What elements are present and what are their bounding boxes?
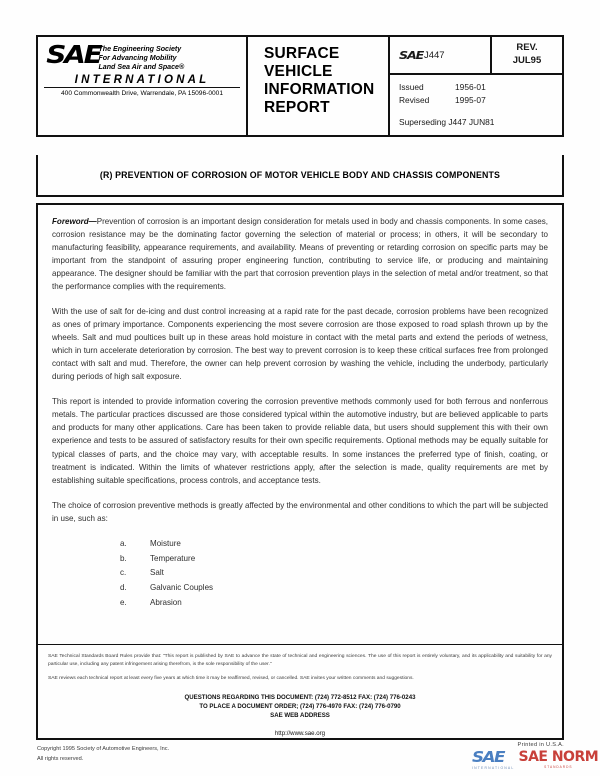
list-item-text: Galvanic Couples bbox=[150, 583, 214, 593]
list-item-label: c. bbox=[120, 568, 127, 578]
copyright-line-1: Copyright 1995 Society of Automotive Engineers, Inc. bbox=[37, 746, 170, 752]
sae-international-label: INTERNATIONAL bbox=[74, 73, 210, 86]
revised-row bbox=[399, 94, 562, 107]
review-notice: SAE reviews each technical report at least every five years at which time it may be reaffirmed, revised, or cancelled. SAE invites your written comments and suggestions. bbox=[48, 676, 414, 682]
contact-web-line bbox=[48, 711, 552, 738]
sae-tagline-line-3: Land Sea Air and Space® bbox=[98, 63, 185, 72]
list-item bbox=[52, 552, 548, 567]
document-footer bbox=[36, 644, 564, 740]
document-type-line-2: VEHICLE bbox=[264, 62, 333, 80]
list-item bbox=[52, 596, 548, 611]
sae-tagline-line-2: For Advancing Mobility bbox=[98, 54, 177, 63]
document-number-block bbox=[390, 37, 492, 73]
revised-value: 1995-07 bbox=[455, 94, 486, 105]
printed-in-notice: Printed in U.S.A. bbox=[517, 742, 564, 748]
web-address-url[interactable]: http://www.sae.org bbox=[274, 730, 326, 738]
list-item-label: b. bbox=[120, 553, 127, 563]
list-item-text: Moisture bbox=[150, 538, 181, 548]
document-meta-cell bbox=[390, 37, 562, 135]
issued-value: 1956-01 bbox=[455, 82, 486, 92]
body-paragraph-2: With the use of salt for de-icing and dust control increasing at a rapid rate for the past decade, corrosion problems have been recognized as ones of primary importance. Components experiencing the most severe corrosion are those exposed to road splash thrown up by the wheels. Salt and mud poultices built up in these areas hold moisture in contact with the metal parts and extend the periods of wetness, which in turn accelerate deterioration by corrosion. The best way to prevent corrosion is to keep these critical surfaces free from prolonged contact with salt and mud. Therefore, the owner can help prevent corrosion by washing the vehicle, including the underbody, particularly during periods of high salt exposure. bbox=[52, 307, 548, 382]
sae-tagline-line-1: The Engineering Society bbox=[98, 45, 182, 53]
contact-questions-line: QUESTIONS REGARDING THIS DOCUMENT: (724) 772-8512 FAX: (724) 776-0243 bbox=[184, 693, 416, 701]
contact-order-line: TO PLACE A DOCUMENT ORDER; (724) 776-4970 FAX: (724) 776-0790 bbox=[199, 702, 401, 710]
revision-value: JUL95 bbox=[512, 54, 542, 66]
document-type-cell bbox=[248, 37, 390, 135]
document-type bbox=[264, 45, 388, 117]
sae-mini-wordmark-icon: SAE bbox=[399, 48, 424, 62]
superseding-note: Superseding J447 JUN81 bbox=[399, 117, 495, 128]
document-type-line-1: SURFACE bbox=[264, 45, 340, 62]
sae-blue-logo-icon bbox=[472, 750, 514, 770]
document-number-row bbox=[390, 37, 562, 75]
page-title: (R) PREVENTION OF CORROSION OF MOTOR VEHICLE BODY AND CHASSIS COMPONENTS bbox=[99, 170, 501, 180]
sae-blue-subtitle: INTERNATIONAL bbox=[472, 766, 515, 770]
list-item-text: Abrasion bbox=[150, 598, 182, 608]
body-paragraph-3: This report is intended to provide information covering the corrosion preventive methods commonly used for both ferrous and nonferrous metals. The particular practices discussed are those considered typical within the automotive industry, but are believed applicable to parts and products for many other applications. Care has been taken to provide reliable data, but users should supplement this with their own experience and tests to be assured of satisfactory results for their own specific requirements. Optional methods may be equally suitable for typical classes of parts, and the choice may vary, with acceptable results. In some instances the preferred type of finish, coating, or treatment is indicated. Within the limits of whatever restrictions apply, after the selection is made, quality requirements are met by establishing suitable specifications, process controls, and acceptance tests. bbox=[52, 397, 548, 485]
list-item bbox=[52, 566, 548, 581]
sae-logo-cell bbox=[38, 37, 248, 135]
document-header-table bbox=[36, 35, 564, 137]
list-item-label: e. bbox=[120, 598, 127, 608]
sae-logo bbox=[44, 40, 240, 73]
sae-norm-wordmark: SAE NORM bbox=[518, 749, 599, 765]
issued-label: Issued bbox=[399, 82, 424, 92]
document-type-line-4: REPORT bbox=[264, 98, 330, 116]
issued-row bbox=[399, 81, 562, 94]
sae-tagline bbox=[98, 43, 184, 73]
revision-label: REV. bbox=[516, 42, 538, 53]
revised-label: Revised bbox=[399, 94, 430, 105]
sae-norm-subtitle: STANDARDS bbox=[544, 765, 573, 769]
sae-blue-wordmark: SAE bbox=[472, 748, 504, 766]
foreword-label: Foreword— bbox=[52, 217, 97, 226]
document-body bbox=[36, 203, 564, 644]
contact-block bbox=[48, 693, 552, 739]
body-paragraph-4: The choice of corrosion preventive methods is greatly affected by the environmental and other conditions to which the part will be subjected in use, such as: bbox=[52, 500, 548, 523]
sae-norm-watermark bbox=[472, 750, 598, 770]
document-title-bar bbox=[36, 155, 564, 197]
foreword-text: Prevention of corrosion is an important design consideration for metals used in body and chassis components. In some cases, corrosion resistance may be the dominating factor governing the selection of material or process; in others, it will be secondary to manufacturing feasibility, appearance requirements, and availability. Means of preventing or retarding corrosion on specific parts may be important from the standpoint of assuring proper engineering function, contributing to service life, or producing and maintaining appearance. The designer should be familiar with the part that corrosion prevention plays in the selection of metal and/or treatment, so that the performance complies with the requirements. bbox=[52, 217, 548, 292]
list-item-label: d. bbox=[120, 583, 127, 593]
list-item bbox=[52, 537, 548, 552]
conditions-list bbox=[52, 537, 548, 611]
sae-address: 400 Commonwealth Drive, Warrendale, PA 15096-0001 bbox=[44, 87, 240, 97]
web-address-label: SAE WEB ADDRESS bbox=[270, 712, 330, 720]
copyright-line-2: All rights reserved. bbox=[37, 755, 84, 762]
document-number: J447 bbox=[423, 49, 445, 61]
foreword-paragraph bbox=[52, 215, 548, 293]
list-item-label: a. bbox=[120, 538, 127, 548]
document-type-line-3: INFORMATION bbox=[264, 80, 375, 98]
list-item-text: Salt bbox=[150, 568, 164, 578]
list-item-text: Temperature bbox=[150, 553, 196, 563]
revision-block bbox=[492, 37, 562, 73]
copyright-notice bbox=[37, 745, 169, 764]
document-dates-block bbox=[390, 75, 562, 135]
standards-board-disclaimer: SAE Technical Standards Board Rules provide that: "This report is published by SAE to advance the state of technical and engineering sciences. The use of this report is entirely voluntary, and its applicability and suitability for any particular use, including any patent infringement arising therefrom, is the sole responsibility of the user." bbox=[48, 654, 552, 667]
sae-wordmark-icon: SAE bbox=[46, 40, 101, 69]
list-item bbox=[52, 581, 548, 596]
sae-norm-red-logo-icon bbox=[518, 750, 598, 769]
